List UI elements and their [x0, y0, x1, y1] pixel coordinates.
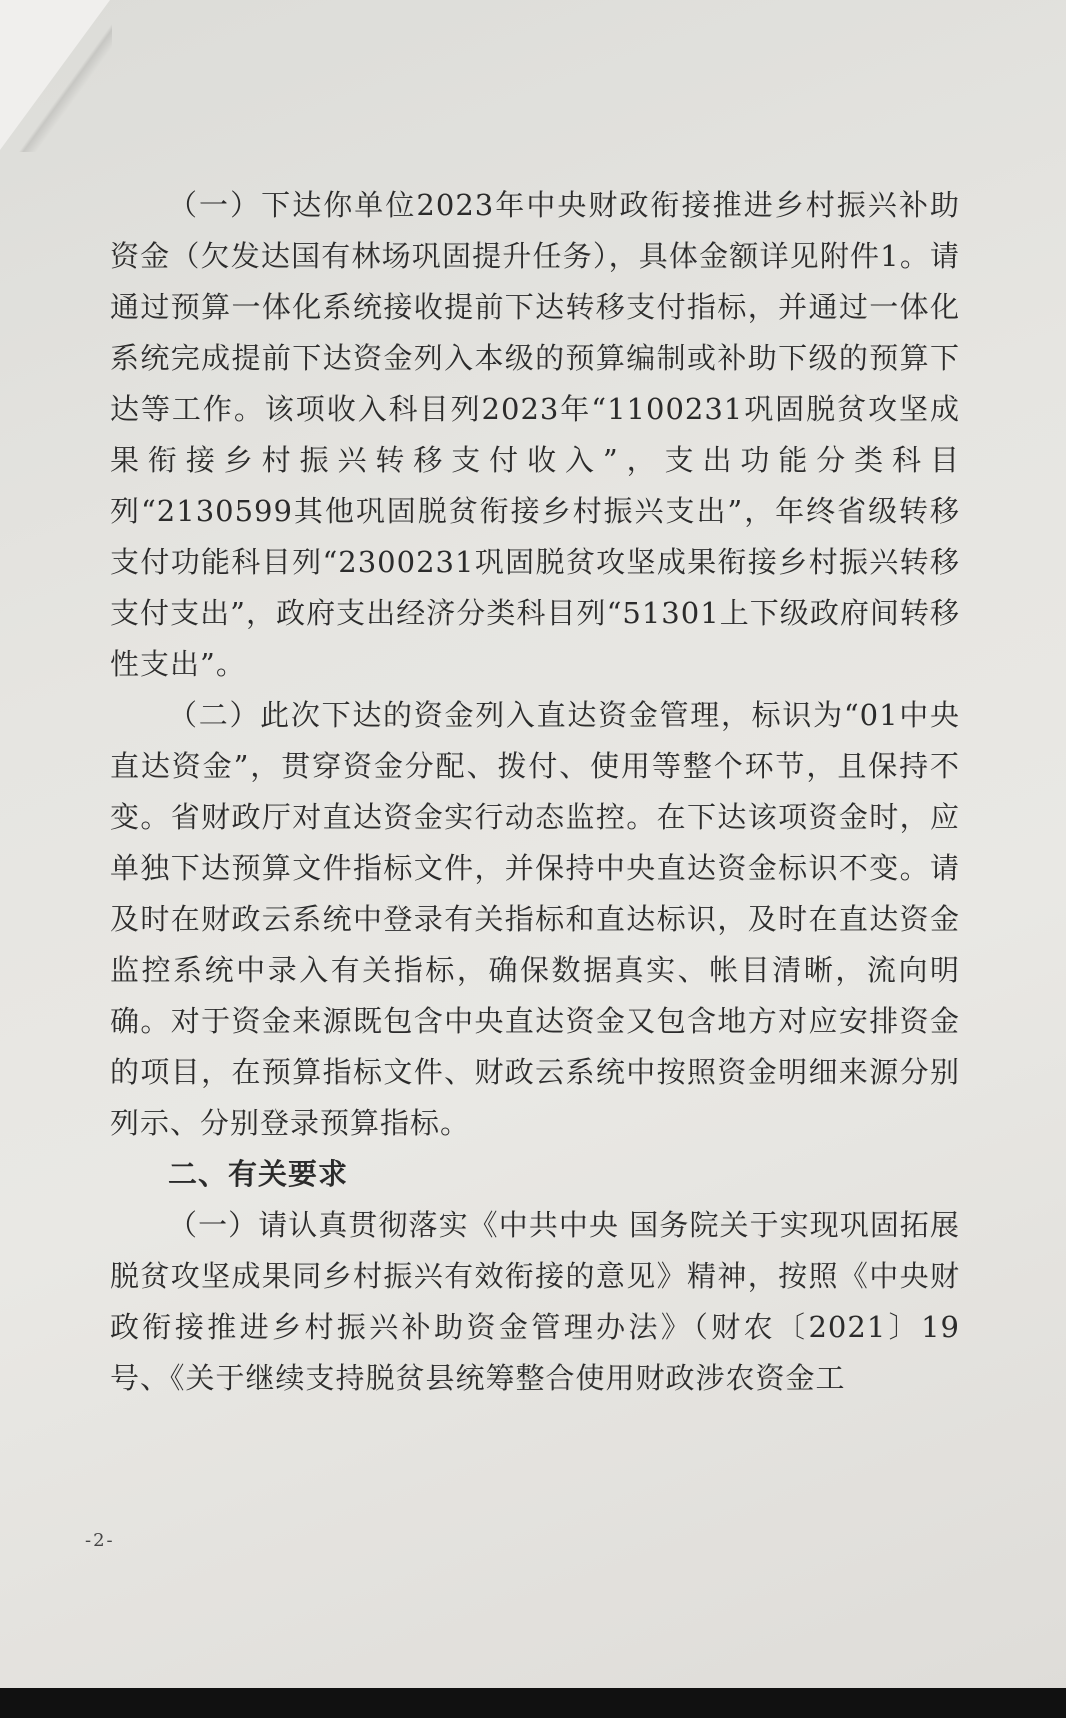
paragraph-2: （二）此次下达的资金列入直达资金管理，标识为“01中央直达资金”，贯穿资金分配、拨付、使用等整个环节，且保持不变。省财政厅对直达资金实行动态监控。在下达该项资金时，应单独下达预算文件指标文件，并保持中央直达资金标识不变。请及时在财政云系统中登录有关指标和直达标识，及时在直达资金监控系统中录入有关指标，确保数据真实、帐目清晰，流向明确。对于资金来源既包含中央直达资金又包含地方对应安排资金的项目，在预算指标文件、财政云系统中按照资金明细来源分别列示、分别登录预算指标。 — [110, 698, 960, 1140]
document-body — [110, 180, 960, 1404]
fold-shadow — [0, 0, 112, 152]
page-number: -2- — [85, 1530, 115, 1551]
paragraph-1: （一）下达你单位2023年中央财政衔接推进乡村振兴补助资金（欠发达国有林场巩固提升任务），具体金额详见附件1。请通过预算一体化系统接收提前下达转移支付指标，并通过一体化系统完成提前下达资金列入本级的预算编制或补助下级的预算下达等工作。该项收入科目列2023年“1100231巩固脱贫攻坚成果衔接乡村振兴转移支付收入”，支出功能分类科目列“2130599其他巩固脱贫衔接乡村振兴支出”，年终省级转移支付功能科目列“2300231巩固脱贫攻坚成果衔接乡村振兴转移支付支出”，政府支出经济分类科目列“51301上下级政府间转移性支出”。 — [110, 188, 960, 681]
section-heading: 二、有关要求 — [168, 1157, 349, 1191]
bottom-edge-shadow — [0, 1688, 1066, 1718]
paragraph-3: （一）请认真贯彻落实《中共中央 国务院关于实现巩固拓展脱贫攻坚成果同乡村振兴有效衔接的意见》精神，按照《中央财政衔接推进乡村振兴补助资金管理办法》（财农〔2021〕19号、《关于继续支持脱贫县统筹整合使用财政涉农资金工 — [110, 1208, 960, 1395]
